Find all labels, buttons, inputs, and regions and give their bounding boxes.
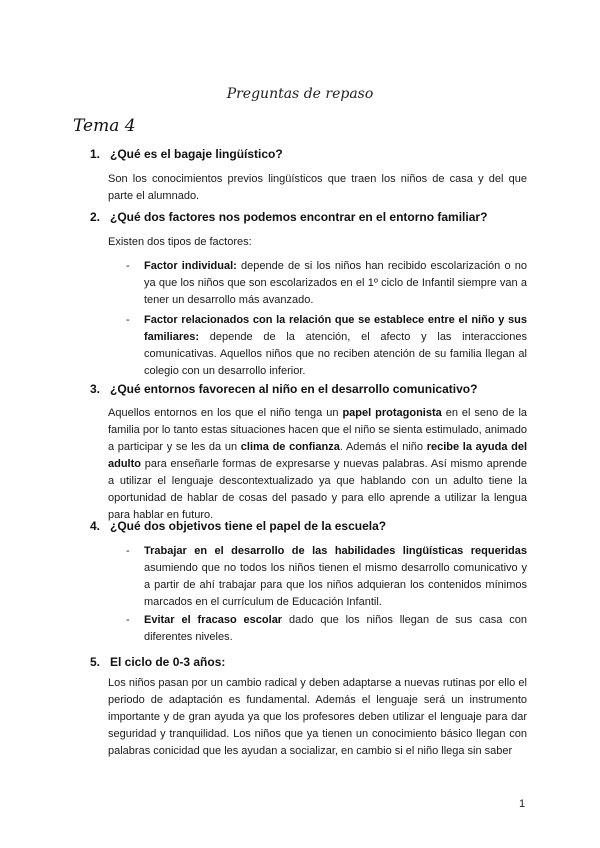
question-1 [90,147,283,161]
bullet-dash: - [126,614,130,626]
bullet-bold-term: Factor individual: [144,260,237,272]
bullet-text: Trabajar en el desarrollo de las habilidades lingüísticas requeridas asumiendo que no todos los niños tienen el mismo desarrollo comunicativo y a partir de ahí trabajar para que los niños adquieran los contenidos mínimos marcados en el currículum de Educación Infantil. [144,545,527,608]
question-5 [90,655,225,669]
page-number: 1 [519,798,526,810]
question-1-text: ¿Qué es el bagaje lingüístico? [110,147,283,161]
bullet-bold-term: Evitar el fracaso escolar [144,614,283,626]
question-3-number: 3. [90,382,101,396]
bullet-dash: - [126,314,130,326]
answer-5: Los niños pasan por un cambio radical y deben adaptarse a nuevas rutinas por ello el periodo de adaptación es fundamental. Además el lenguaje será un instrumento importante y de gran ayuda ya que los profesores deben utilizar el lenguaje para dar seguridad y tranquilidad. Los niños que ya tienen un conocimiento básico llegan con palabras conicidad que les ayudan a socializar, en cambio si el niño llega sin saber [108,677,527,757]
question-3-text: ¿Qué entornos favorecen al niño en el desarrollo comunicativo? [110,382,478,396]
question-3 [90,382,477,396]
question-5-text: El ciclo de 0-3 años: [110,655,226,669]
bullet-bold-term: Factor relacionados con la relación que se establece entre el niño y sus familiares: [144,314,527,343]
question-5-number: 5. [90,655,101,669]
question-1-number: 1. [90,147,101,161]
answer-3: Aquellos entornos en los que el niño tenga un papel protagonista en el seno de la familia por lo tanto estas situaciones hacen que el niño se sienta estimulado, animado a participar y se les da un clima de confianza. Además el niño recibe la ayuda del adulto para enseñarle formas de expresarse y nuevas palabras. Así mismo aprende a utilizar el lenguaje descontextualizado ya que hablando con un adulto tiene la oportunidad de hablar de cosas del pasado y para ello aprende a utilizar la lengua para hablar en futuro. [108,407,528,521]
bullet-text: Evitar el fracaso escolar dado que los niños llegan de sus casa con diferentes niveles. [144,614,527,643]
bullet-text: Factor relacionados con la relación que se establece entre el niño y sus familiares: depende de la atención, el afecto y las interacciones comunicativas. Aquellos niños que no reciben atención de su familia llegan al colegio con un desarrollo inferior. [144,314,527,377]
page-title: Preguntas de repaso [226,86,374,102]
bullet-text: Factor individual: depende de si los niños han recibido escolarización o no ya que los niños que son escolarizados en el 1º ciclo de Infantil siempre van a tener un desarrollo más avanzado. [144,260,527,306]
answer-1: Son los conocimientos previos lingüísticos que traen los niños de casa y del que parte el alumnado. [108,173,527,202]
section-heading-tema: Tema 4 [73,116,136,136]
bullet-bold-term: Trabajar en el desarrollo de las habilidades lingüísticas requeridas [144,545,527,557]
question-2-number: 2. [90,210,101,224]
answer-2-intro: Existen dos tipos de factores: [108,236,252,248]
question-2-text: ¿Qué dos factores nos podemos encontrar en el entorno familiar? [110,210,488,224]
question-4-number: 4. [90,519,101,533]
question-4 [90,519,386,533]
bullet-dash: - [126,545,130,557]
question-4-text: ¿Qué dos objetivos tiene el papel de la escuela? [110,519,387,533]
bullet-dash: - [126,260,130,272]
question-2 [90,210,487,224]
